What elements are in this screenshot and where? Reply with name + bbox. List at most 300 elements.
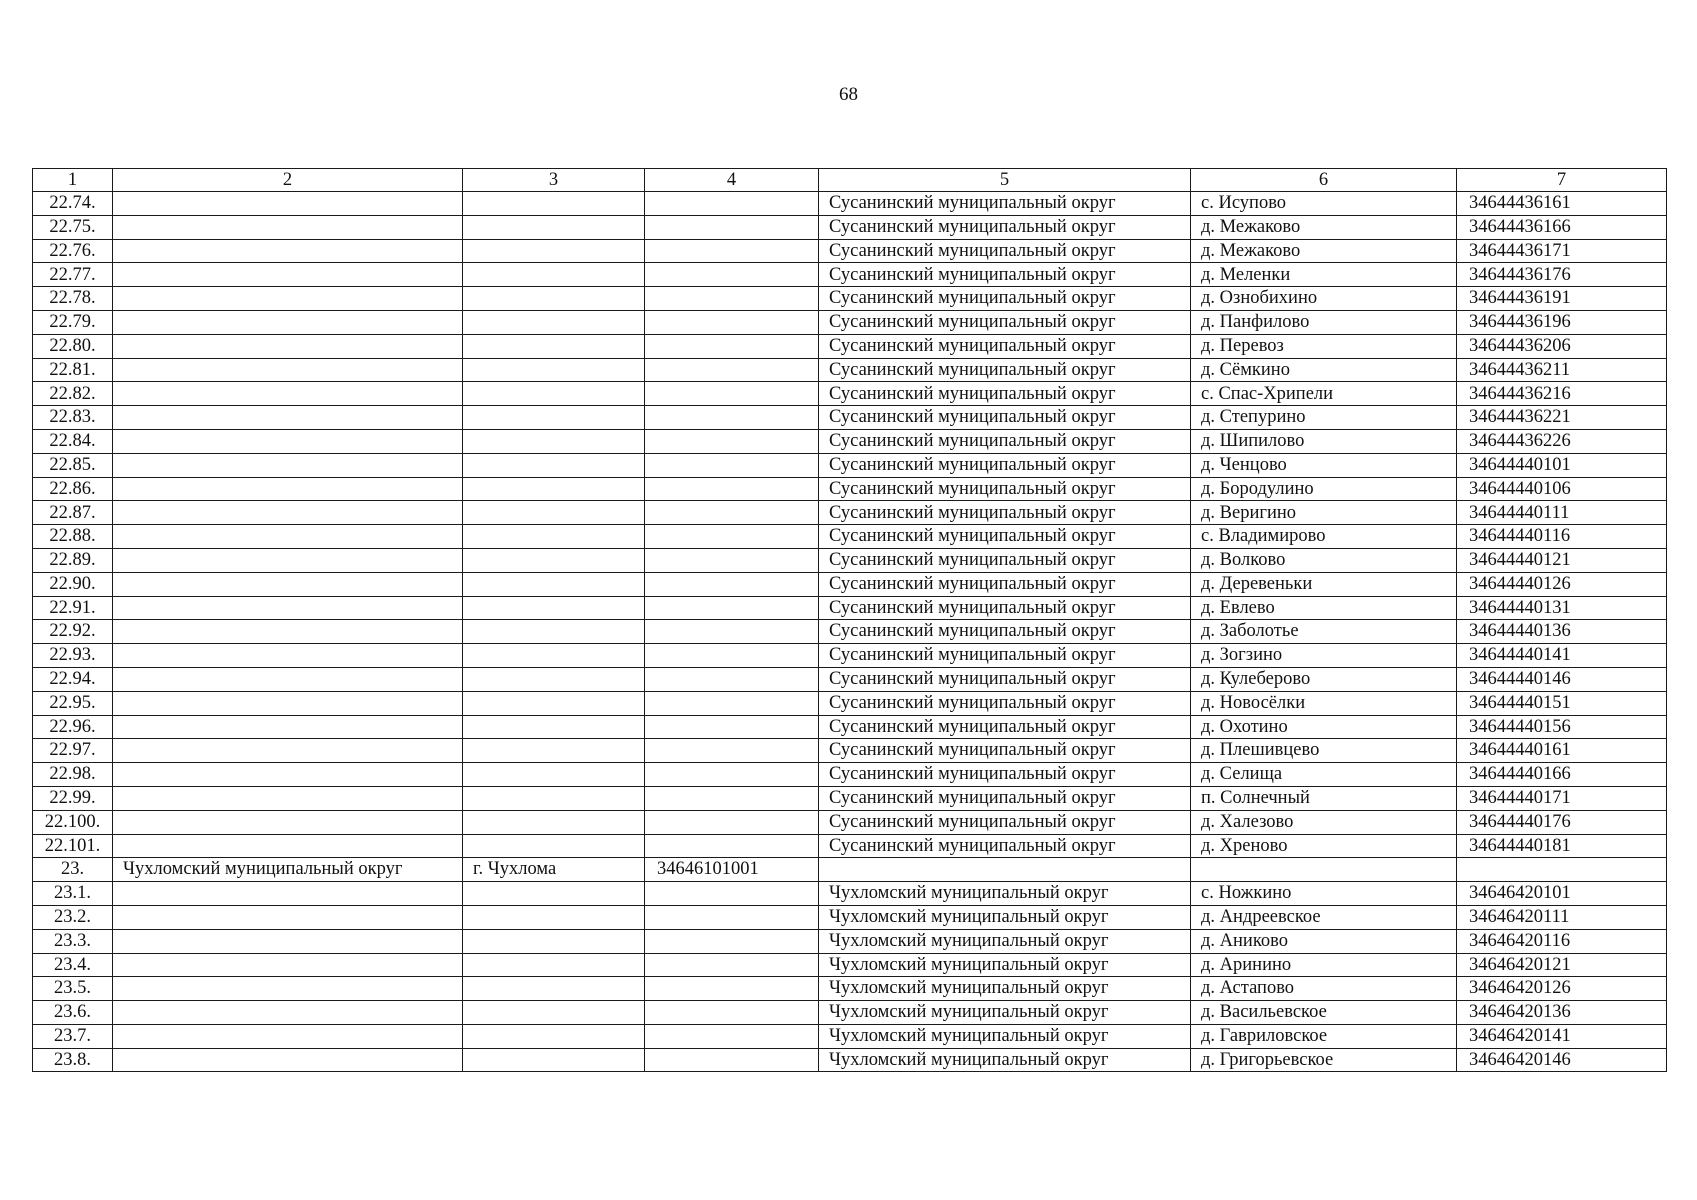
center-cell (463, 406, 645, 430)
center-cell (463, 358, 645, 382)
settlement-cell: д. Селища (1191, 763, 1457, 787)
row-number-cell: 22.94. (33, 667, 113, 691)
table-header-row (33, 169, 1667, 192)
center-cell (463, 501, 645, 525)
row-number-cell: 22.81. (33, 358, 113, 382)
center-cell (463, 334, 645, 358)
table-row (33, 406, 1667, 430)
settlements-table (32, 168, 1667, 1072)
center-code-cell (645, 192, 819, 216)
municipality-cell: Сусанинский муниципальный округ (819, 453, 1191, 477)
table-row (33, 739, 1667, 763)
table-row (33, 215, 1667, 239)
municipality-cell: Сусанинский муниципальный округ (819, 215, 1191, 239)
settlement-code-cell: 34644440151 (1457, 691, 1667, 715)
center-cell (463, 287, 645, 311)
row-number-cell: 23.4. (33, 953, 113, 977)
center-cell (463, 810, 645, 834)
settlement-code-cell (1457, 858, 1667, 882)
district-cell (113, 334, 463, 358)
row-number-cell: 23.1. (33, 882, 113, 906)
row-number-cell: 22.78. (33, 287, 113, 311)
row-number-cell: 22.84. (33, 429, 113, 453)
municipality-cell: Сусанинский муниципальный округ (819, 810, 1191, 834)
center-code-cell (645, 310, 819, 334)
center-code-cell (645, 477, 819, 501)
table-row (33, 858, 1667, 882)
table-row (33, 572, 1667, 596)
center-cell (463, 929, 645, 953)
municipality-cell: Сусанинский муниципальный округ (819, 429, 1191, 453)
center-cell (463, 977, 645, 1001)
row-number-cell: 22.80. (33, 334, 113, 358)
district-cell (113, 786, 463, 810)
settlement-code-cell: 34644436166 (1457, 215, 1667, 239)
table-row (33, 763, 1667, 787)
district-cell (113, 310, 463, 334)
settlement-code-cell: 34644440161 (1457, 739, 1667, 763)
settlement-code-cell: 34644440141 (1457, 644, 1667, 668)
district-cell (113, 977, 463, 1001)
center-code-cell (645, 429, 819, 453)
center-cell (463, 239, 645, 263)
center-cell (463, 834, 645, 858)
table-row (33, 477, 1667, 501)
center-cell (463, 310, 645, 334)
district-cell (113, 287, 463, 311)
municipality-cell: Сусанинский муниципальный округ (819, 739, 1191, 763)
settlement-cell: с. Спас-Хрипели (1191, 382, 1457, 406)
settlement-code-cell: 34644440101 (1457, 453, 1667, 477)
row-number-cell: 23.2. (33, 905, 113, 929)
row-number-cell: 22.100. (33, 810, 113, 834)
table-row (33, 786, 1667, 810)
center-cell (463, 453, 645, 477)
center-code-cell (645, 263, 819, 287)
settlement-code-cell: 34644436196 (1457, 310, 1667, 334)
center-cell (463, 1001, 645, 1025)
center-cell (463, 691, 645, 715)
center-cell (463, 620, 645, 644)
settlement-code-cell: 34644440131 (1457, 596, 1667, 620)
district-cell (113, 882, 463, 906)
header-cell-4: 4 (645, 169, 819, 192)
settlement-cell: д. Плешивцево (1191, 739, 1457, 763)
row-number-cell: 23.8. (33, 1048, 113, 1072)
table-row (33, 263, 1667, 287)
district-cell (113, 667, 463, 691)
settlement-code-cell: 34646420146 (1457, 1048, 1667, 1072)
center-cell (463, 953, 645, 977)
table-row (33, 810, 1667, 834)
settlement-cell: с. Ножкино (1191, 882, 1457, 906)
table-row (33, 715, 1667, 739)
settlement-cell: д. Андреевское (1191, 905, 1457, 929)
settlement-code-cell: 34646420141 (1457, 1024, 1667, 1048)
municipality-cell: Сусанинский муниципальный округ (819, 572, 1191, 596)
table-row (33, 287, 1667, 311)
district-cell (113, 715, 463, 739)
settlement-code-cell: 34644440146 (1457, 667, 1667, 691)
center-code-cell (645, 929, 819, 953)
row-number-cell: 22.88. (33, 525, 113, 549)
row-number-cell: 22.85. (33, 453, 113, 477)
table-row (33, 239, 1667, 263)
row-number-cell: 22.97. (33, 739, 113, 763)
settlement-code-cell: 34644436211 (1457, 358, 1667, 382)
municipality-cell: Сусанинский муниципальный округ (819, 691, 1191, 715)
center-cell (463, 429, 645, 453)
center-code-cell (645, 882, 819, 906)
settlement-cell: д. Охотино (1191, 715, 1457, 739)
district-cell (113, 834, 463, 858)
settlement-cell: д. Зогзино (1191, 644, 1457, 668)
table-row (33, 501, 1667, 525)
municipality-cell: Сусанинский муниципальный округ (819, 786, 1191, 810)
municipality-cell: Чухломский муниципальный округ (819, 882, 1191, 906)
row-number-cell: 22.98. (33, 763, 113, 787)
row-number-cell: 23.7. (33, 1024, 113, 1048)
municipality-cell: Сусанинский муниципальный округ (819, 310, 1191, 334)
header-cell-1: 1 (33, 169, 113, 192)
center-cell (463, 715, 645, 739)
center-code-cell (645, 406, 819, 430)
district-cell (113, 406, 463, 430)
municipality-cell: Чухломский муниципальный округ (819, 977, 1191, 1001)
table-row (33, 548, 1667, 572)
settlement-code-cell: 34644440116 (1457, 525, 1667, 549)
municipality-cell: Чухломский муниципальный округ (819, 929, 1191, 953)
row-number-cell: 22.87. (33, 501, 113, 525)
center-code-cell (645, 834, 819, 858)
settlement-code-cell: 34644440156 (1457, 715, 1667, 739)
municipality-cell (819, 858, 1191, 882)
settlement-cell: д. Хреново (1191, 834, 1457, 858)
settlement-cell: д. Межаково (1191, 215, 1457, 239)
settlement-code-cell: 34644440121 (1457, 548, 1667, 572)
settlement-cell: д. Новосёлки (1191, 691, 1457, 715)
table-row (33, 882, 1667, 906)
municipality-cell: Чухломский муниципальный округ (819, 1001, 1191, 1025)
center-cell (463, 525, 645, 549)
district-cell (113, 429, 463, 453)
header-cell-7: 7 (1457, 169, 1667, 192)
center-cell (463, 572, 645, 596)
municipality-cell: Чухломский муниципальный округ (819, 953, 1191, 977)
header-cell-6: 6 (1191, 169, 1457, 192)
settlement-code-cell: 34644440181 (1457, 834, 1667, 858)
district-cell (113, 596, 463, 620)
settlement-cell: д. Веригино (1191, 501, 1457, 525)
settlement-cell: д. Ознобихино (1191, 287, 1457, 311)
center-cell (463, 667, 645, 691)
district-cell (113, 572, 463, 596)
center-cell (463, 1048, 645, 1072)
municipality-cell: Сусанинский муниципальный округ (819, 548, 1191, 572)
table-row (33, 358, 1667, 382)
settlement-code-cell: 34646420116 (1457, 929, 1667, 953)
table-row (33, 310, 1667, 334)
row-number-cell: 22.101. (33, 834, 113, 858)
center-code-cell (645, 1024, 819, 1048)
district-cell (113, 810, 463, 834)
municipality-cell: Сусанинский муниципальный округ (819, 358, 1191, 382)
district-cell: Чухломский муниципальный округ (113, 858, 463, 882)
center-code-cell (645, 905, 819, 929)
settlement-code-cell: 34644436221 (1457, 406, 1667, 430)
row-number-cell: 22.99. (33, 786, 113, 810)
district-cell (113, 763, 463, 787)
district-cell (113, 525, 463, 549)
center-code-cell (645, 667, 819, 691)
district-cell (113, 477, 463, 501)
center-cell (463, 786, 645, 810)
municipality-cell: Сусанинский муниципальный округ (819, 239, 1191, 263)
table-row (33, 620, 1667, 644)
center-code-cell (645, 1048, 819, 1072)
center-code-cell (645, 572, 819, 596)
district-cell (113, 215, 463, 239)
table-row (33, 382, 1667, 406)
municipality-cell: Сусанинский муниципальный округ (819, 382, 1191, 406)
district-cell (113, 953, 463, 977)
settlement-cell: д. Волково (1191, 548, 1457, 572)
table-row (33, 192, 1667, 216)
row-number-cell: 22.89. (33, 548, 113, 572)
settlement-cell: д. Астапово (1191, 977, 1457, 1001)
table-row (33, 953, 1667, 977)
settlement-cell: д. Меленки (1191, 263, 1457, 287)
row-number-cell: 22.86. (33, 477, 113, 501)
center-code-cell (645, 596, 819, 620)
center-code-cell (645, 501, 819, 525)
row-number-cell: 22.77. (33, 263, 113, 287)
center-cell (463, 596, 645, 620)
table-row (33, 905, 1667, 929)
settlement-cell: д. Аринино (1191, 953, 1457, 977)
center-code-cell: 34646101001 (645, 858, 819, 882)
center-cell (463, 382, 645, 406)
district-cell (113, 382, 463, 406)
settlement-cell: д. Евлево (1191, 596, 1457, 620)
municipality-cell: Сусанинский муниципальный округ (819, 263, 1191, 287)
table-row (33, 644, 1667, 668)
municipality-cell: Сусанинский муниципальный округ (819, 667, 1191, 691)
center-cell (463, 263, 645, 287)
municipality-cell: Сусанинский муниципальный округ (819, 620, 1191, 644)
settlement-code-cell: 34644440126 (1457, 572, 1667, 596)
center-code-cell (645, 239, 819, 263)
row-number-cell: 23.3. (33, 929, 113, 953)
settlement-code-cell: 34646420126 (1457, 977, 1667, 1001)
header-cell-3: 3 (463, 169, 645, 192)
district-cell (113, 263, 463, 287)
settlement-cell: д. Ченцово (1191, 453, 1457, 477)
district-cell (113, 739, 463, 763)
district-cell (113, 1024, 463, 1048)
settlement-code-cell: 34644436171 (1457, 239, 1667, 263)
settlement-cell: д. Аниково (1191, 929, 1457, 953)
municipality-cell: Сусанинский муниципальный округ (819, 596, 1191, 620)
settlement-code-cell: 34644440111 (1457, 501, 1667, 525)
settlement-cell (1191, 858, 1457, 882)
district-cell (113, 905, 463, 929)
table-row (33, 334, 1667, 358)
row-number-cell: 22.90. (33, 572, 113, 596)
settlement-code-cell: 34644440136 (1457, 620, 1667, 644)
municipality-cell: Сусанинский муниципальный округ (819, 287, 1191, 311)
settlement-cell: п. Солнечный (1191, 786, 1457, 810)
table-body (33, 169, 1667, 1072)
center-cell (463, 548, 645, 572)
settlement-code-cell: 34644436161 (1457, 192, 1667, 216)
district-cell (113, 453, 463, 477)
settlement-code-cell: 34644436206 (1457, 334, 1667, 358)
district-cell (113, 192, 463, 216)
municipality-cell: Сусанинский муниципальный округ (819, 834, 1191, 858)
row-number-cell: 23.6. (33, 1001, 113, 1025)
center-code-cell (645, 215, 819, 239)
center-code-cell (645, 358, 819, 382)
district-cell (113, 1001, 463, 1025)
district-cell (113, 1048, 463, 1072)
settlement-cell: д. Бородулино (1191, 477, 1457, 501)
center-cell (463, 215, 645, 239)
table-row (33, 429, 1667, 453)
settlement-cell: д. Заболотье (1191, 620, 1457, 644)
table-row (33, 929, 1667, 953)
settlement-code-cell: 34644436216 (1457, 382, 1667, 406)
settlement-cell: д. Панфилово (1191, 310, 1457, 334)
header-cell-2: 2 (113, 169, 463, 192)
settlement-cell: д. Халезово (1191, 810, 1457, 834)
row-number-cell: 22.93. (33, 644, 113, 668)
settlement-code-cell: 34644440171 (1457, 786, 1667, 810)
municipality-cell: Сусанинский муниципальный округ (819, 715, 1191, 739)
center-code-cell (645, 334, 819, 358)
row-number-cell: 22.83. (33, 406, 113, 430)
header-cell-5: 5 (819, 169, 1191, 192)
settlement-cell: д. Шипилово (1191, 429, 1457, 453)
table-row (33, 1024, 1667, 1048)
row-number-cell: 22.92. (33, 620, 113, 644)
district-cell (113, 691, 463, 715)
municipality-cell: Сусанинский муниципальный округ (819, 763, 1191, 787)
row-number-cell: 23.5. (33, 977, 113, 1001)
center-cell (463, 763, 645, 787)
page-number: 68 (839, 84, 858, 105)
row-number-cell: 22.95. (33, 691, 113, 715)
district-cell (113, 644, 463, 668)
municipality-cell: Сусанинский муниципальный округ (819, 192, 1191, 216)
settlement-cell: д. Григорьевское (1191, 1048, 1457, 1072)
settlement-cell: с. Исупово (1191, 192, 1457, 216)
settlement-cell: д. Сёмкино (1191, 358, 1457, 382)
table-row (33, 525, 1667, 549)
settlement-code-cell: 34644440176 (1457, 810, 1667, 834)
center-cell (463, 882, 645, 906)
row-number-cell: 22.76. (33, 239, 113, 263)
row-number-cell: 22.79. (33, 310, 113, 334)
center-cell (463, 644, 645, 668)
municipality-cell: Сусанинский муниципальный округ (819, 644, 1191, 668)
municipality-cell: Чухломский муниципальный округ (819, 1048, 1191, 1072)
settlement-cell: д. Деревеньки (1191, 572, 1457, 596)
center-cell (463, 192, 645, 216)
center-cell: г. Чухлома (463, 858, 645, 882)
settlement-cell: д. Перевоз (1191, 334, 1457, 358)
municipality-cell: Сусанинский муниципальный округ (819, 501, 1191, 525)
table-row (33, 1048, 1667, 1072)
row-number-cell: 23. (33, 858, 113, 882)
row-number-cell: 22.82. (33, 382, 113, 406)
center-code-cell (645, 548, 819, 572)
district-cell (113, 358, 463, 382)
settlement-code-cell: 34646420101 (1457, 882, 1667, 906)
center-code-cell (645, 453, 819, 477)
row-number-cell: 22.74. (33, 192, 113, 216)
district-cell (113, 620, 463, 644)
center-cell (463, 477, 645, 501)
center-code-cell (645, 644, 819, 668)
center-code-cell (645, 382, 819, 406)
table-row (33, 667, 1667, 691)
settlement-code-cell: 34646420136 (1457, 1001, 1667, 1025)
municipality-cell: Сусанинский муниципальный округ (819, 477, 1191, 501)
district-cell (113, 501, 463, 525)
row-number-cell: 22.91. (33, 596, 113, 620)
settlement-code-cell: 34646420111 (1457, 905, 1667, 929)
settlement-cell: д. Межаково (1191, 239, 1457, 263)
municipality-cell: Чухломский муниципальный округ (819, 1024, 1191, 1048)
center-code-cell (645, 620, 819, 644)
center-code-cell (645, 1001, 819, 1025)
settlement-cell: д. Гавриловское (1191, 1024, 1457, 1048)
municipality-cell: Сусанинский муниципальный округ (819, 406, 1191, 430)
center-code-cell (645, 763, 819, 787)
center-code-cell (645, 739, 819, 763)
district-cell (113, 548, 463, 572)
settlement-cell: д. Кулеберово (1191, 667, 1457, 691)
settlement-code-cell: 34644436226 (1457, 429, 1667, 453)
settlement-code-cell: 34644436191 (1457, 287, 1667, 311)
center-code-cell (645, 525, 819, 549)
settlement-code-cell: 34646420121 (1457, 953, 1667, 977)
settlement-cell: д. Степурино (1191, 406, 1457, 430)
center-code-cell (645, 287, 819, 311)
municipality-cell: Чухломский муниципальный округ (819, 905, 1191, 929)
table-row (33, 453, 1667, 477)
table-row (33, 691, 1667, 715)
row-number-cell: 22.75. (33, 215, 113, 239)
settlement-cell: с. Владимирово (1191, 525, 1457, 549)
district-cell (113, 239, 463, 263)
settlement-cell: д. Васильевское (1191, 1001, 1457, 1025)
center-code-cell (645, 786, 819, 810)
table-row (33, 977, 1667, 1001)
municipality-cell: Сусанинский муниципальный округ (819, 525, 1191, 549)
center-cell (463, 739, 645, 763)
row-number-cell: 22.96. (33, 715, 113, 739)
center-cell (463, 905, 645, 929)
settlement-code-cell: 34644440166 (1457, 763, 1667, 787)
municipality-cell: Сусанинский муниципальный округ (819, 334, 1191, 358)
table-row (33, 1001, 1667, 1025)
center-cell (463, 1024, 645, 1048)
table-row (33, 596, 1667, 620)
table-row (33, 834, 1667, 858)
district-cell (113, 929, 463, 953)
